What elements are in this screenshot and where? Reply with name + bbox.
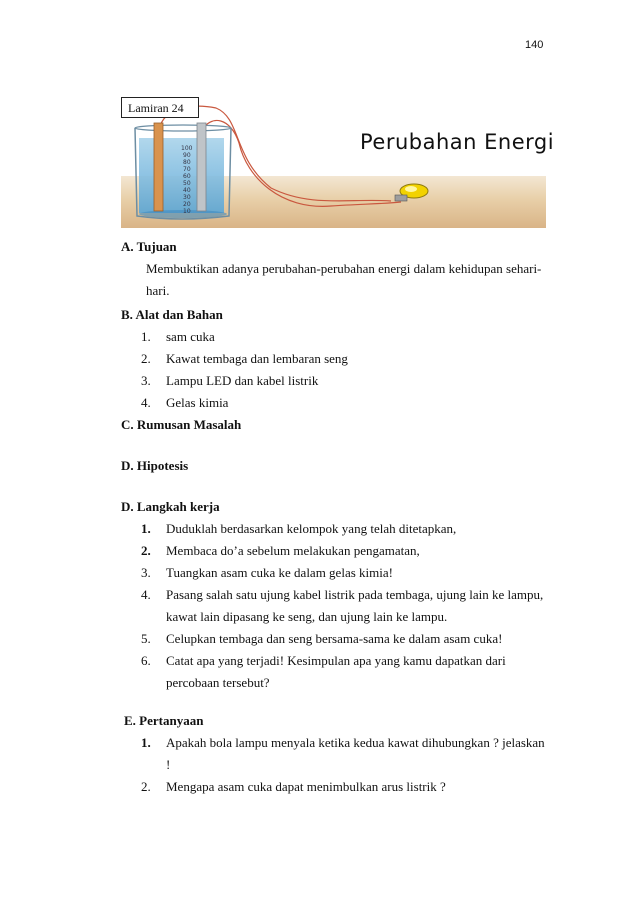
tujuan-line-1: Membuktikan adanya perubahan-perubahan energi dalam kehidupan sehari-: [146, 261, 542, 276]
item-text: Kawat tembaga dan lembaran seng: [166, 351, 348, 366]
section-e-heading: E. Pertanyaan: [124, 713, 204, 728]
list-item: [121, 584, 546, 606]
svg-text:90: 90: [183, 152, 191, 159]
list-item: [121, 732, 546, 776]
item-text: Celupkan tembaga dan seng bersama-sama ke dalam asam cuka!: [166, 631, 503, 646]
lampiran-label: Lamiran 24: [121, 97, 199, 118]
page-title: Perubahan Energi: [360, 130, 555, 154]
item-number: 2.: [141, 543, 151, 558]
item-text: Mengapa asam cuka dapat menimbulkan arus listrik ?: [166, 779, 446, 794]
item-number: 2.: [141, 351, 151, 366]
svg-text:70: 70: [183, 166, 191, 173]
beaker: [135, 125, 231, 219]
svg-text:50: 50: [183, 180, 191, 187]
item-text: Pasang salah satu ujung kabel listrik pada tembaga, ujung lain ke lampu,: [166, 587, 544, 602]
item-text: Lampu LED dan kabel listrik: [166, 373, 319, 388]
beaker-scale-100: 100: [181, 145, 193, 152]
item-text: Duduklah berdasarkan kelompok yang telah ditetapkan,: [166, 521, 457, 536]
item-number: 1.: [141, 735, 151, 750]
item-text: Apakah bola lampu menyala ketika kedua kawat dihubungkan ? jelaskan !: [166, 735, 545, 772]
svg-text:20: 20: [183, 201, 191, 208]
list-item: [121, 776, 546, 798]
section-a-heading: A. Tujuan: [121, 239, 177, 254]
item-number: 4.: [141, 395, 151, 410]
list-item: [121, 518, 546, 540]
list-item: [121, 348, 546, 370]
tujuan-line-2: hari.: [146, 283, 170, 298]
list-item-continued: [121, 672, 546, 694]
section-d-heading: D. Hipotesis: [121, 458, 189, 473]
list-item: [121, 370, 546, 392]
section-b-heading: B. Alat dan Bahan: [121, 307, 223, 322]
item-number: 3.: [141, 565, 151, 580]
item-text: sam cuka: [166, 329, 215, 344]
list-item: [121, 540, 546, 562]
list-item: [121, 562, 546, 584]
svg-text:10: 10: [183, 208, 191, 215]
item-number: 2.: [141, 779, 151, 794]
item-text: percobaan tersebut?: [166, 675, 270, 690]
list-item: [121, 326, 546, 348]
list-item: [121, 650, 546, 672]
section-langkah-heading: D. Langkah kerja: [121, 499, 220, 514]
item-number: 3.: [141, 373, 151, 388]
list-item: [121, 628, 546, 650]
list-item: [121, 392, 546, 414]
section-c-heading: C. Rumusan Masalah: [121, 417, 242, 432]
svg-text:60: 60: [183, 173, 191, 180]
item-number: 5.: [141, 631, 151, 646]
copper-electrode: [154, 123, 163, 211]
zinc-electrode: [197, 123, 206, 211]
item-text: Membaca do’a sebelum melakukan pengamatan,: [166, 543, 420, 558]
svg-text:30: 30: [183, 194, 191, 201]
item-number: 1.: [141, 329, 151, 344]
item-text: Tuangkan asam cuka ke dalam gelas kimia!: [166, 565, 393, 580]
svg-text:40: 40: [183, 187, 191, 194]
item-text: kawat lain dipasang ke seng, dan ujung lain ke lampu.: [166, 609, 448, 624]
page-number: 140: [525, 39, 544, 51]
item-text: Gelas kimia: [166, 395, 229, 410]
item-number: 4.: [141, 587, 151, 602]
list-item-continued: [121, 606, 546, 628]
worksheet-content: [121, 236, 546, 798]
item-number: 6.: [141, 653, 151, 668]
item-text: Catat apa yang terjadi! Kesimpulan apa yang kamu dapatkan dari: [166, 653, 506, 668]
item-number: 1.: [141, 521, 151, 536]
svg-text:80: 80: [183, 159, 191, 166]
